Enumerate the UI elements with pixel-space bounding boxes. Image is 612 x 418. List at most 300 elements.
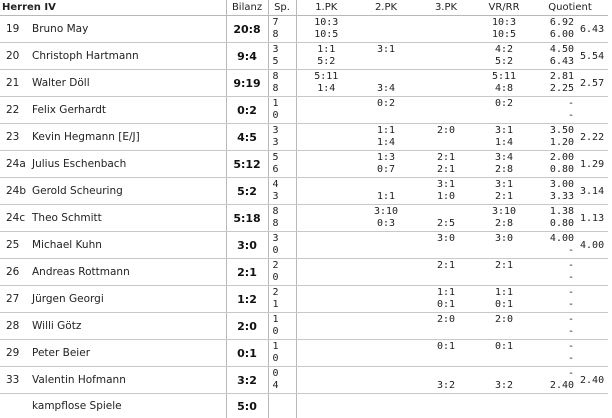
pk2-values [356,341,416,365]
cell-q [532,97,576,124]
vrrr-upper: 10:3 [476,17,532,29]
cell-pk1 [296,124,356,151]
vrrr-lower [476,406,532,418]
vrrr-values [476,394,532,418]
cell-q [532,43,576,70]
pk2-lower [356,272,416,284]
sp-lower: 3 [273,137,296,149]
pk2-values [356,125,416,149]
cell-pk1 [296,259,356,286]
pk3-lower: 1:0 [416,191,476,203]
table-row [0,394,608,418]
q-lower: - [532,110,574,122]
quotient-value [576,394,608,418]
cell-vrrr [476,367,532,394]
pk2-upper [356,341,416,353]
q-lower: - [532,353,574,365]
cell-pk2 [356,340,416,367]
table-row [0,151,608,178]
cell-q [532,124,576,151]
sp-values [269,206,296,230]
sp-values [269,287,296,311]
cell-sp [268,340,296,367]
cell-vrrr [476,394,532,418]
table-row [0,70,608,97]
vrrr-values [476,233,532,257]
player-number: 21 [0,70,28,97]
pk2-lower [356,56,416,68]
pk2-upper: 3:1 [356,44,416,56]
vrrr-lower [476,110,532,122]
pk3-values [416,260,476,284]
sp-lower: 1 [273,299,296,311]
q-upper: - [532,260,574,272]
pk1-upper [297,341,357,353]
vrrr-values [476,17,532,41]
cell-sp [268,286,296,313]
bilanz-value: 0:2 [226,97,268,124]
pk2-lower [356,299,416,311]
pk2-upper [356,314,416,326]
pk3-values [416,71,476,95]
bilanz-value: 5:18 [226,205,268,232]
pk2-upper [356,179,416,191]
pk2-upper: 3:10 [356,206,416,218]
vrrr-lower: 2:8 [476,218,532,230]
sp-lower: 8 [273,218,296,230]
pk1-lower [297,406,357,418]
vrrr-lower [476,326,532,338]
pk2-values [356,394,416,418]
cell-sp [268,151,296,178]
vrrr-values [476,341,532,365]
player-number: 27 [0,286,28,313]
cell-q [532,151,576,178]
vrrr-lower: 0:1 [476,299,532,311]
sp-lower: 0 [273,110,296,122]
pk2-upper: 1:3 [356,152,416,164]
pk2-upper [356,368,416,380]
q-lower: 0.80 [532,218,574,230]
cell-pk2 [356,286,416,313]
sp-upper: 1 [273,314,296,326]
q-upper: 6.92 [532,17,574,29]
pk1-lower [297,110,357,122]
vrrr-lower: 2:1 [476,191,532,203]
sp-lower: 0 [273,272,296,284]
cell-pk1 [296,178,356,205]
sp-upper: 3 [273,125,296,137]
pk1-lower [297,245,357,257]
q-lower: - [532,272,574,284]
q-lower: 6.00 [532,29,574,41]
sp-values [269,17,296,41]
q-values [532,98,576,122]
q-lower: 2.25 [532,83,574,95]
sp-values [269,341,296,365]
vrrr-values [476,179,532,203]
cell-pk3 [416,70,476,97]
cell-vrrr [476,178,532,205]
pk1-values [297,206,357,230]
sp-lower [273,406,296,418]
pk1-upper [297,233,357,245]
sp-values [269,233,296,257]
cell-q [532,205,576,232]
player-name: Valentin Hofmann [28,367,226,394]
pk1-upper [297,287,357,299]
quotient-value [576,259,608,286]
cell-pk1 [296,313,356,340]
q-lower: 3.33 [532,191,574,203]
sp-lower: 8 [273,83,296,95]
cell-sp [268,70,296,97]
pk3-lower [416,83,476,95]
cell-pk1 [296,232,356,259]
sp-upper: 3 [273,44,296,56]
cell-pk3 [416,205,476,232]
cell-vrrr [476,205,532,232]
player-name: Walter Döll [28,70,226,97]
vrrr-lower [476,353,532,365]
pk2-values [356,44,416,68]
sp-upper: 8 [273,206,296,218]
vrrr-upper: 3:1 [476,125,532,137]
q-lower: 0.80 [532,164,574,176]
cell-pk2 [356,97,416,124]
cell-vrrr [476,43,532,70]
bilanz-value: 2:1 [226,259,268,286]
vrrr-upper: 4:2 [476,44,532,56]
vrrr-values [476,314,532,338]
sp-values [269,125,296,149]
pk2-lower: 0:7 [356,164,416,176]
pk2-lower [356,353,416,365]
cell-pk1 [296,70,356,97]
table-row [0,232,608,259]
header-pk2: 2.PK [356,0,416,16]
vrrr-values [476,44,532,68]
pk3-lower: 2:5 [416,218,476,230]
cell-pk3 [416,367,476,394]
cell-pk1 [296,286,356,313]
cell-pk2 [356,394,416,418]
pk2-lower [356,326,416,338]
vrrr-lower: 2:8 [476,164,532,176]
player-number: 23 [0,124,28,151]
cell-pk3 [416,151,476,178]
vrrr-upper: 2:1 [476,260,532,272]
sp-upper: 7 [273,17,296,29]
q-values [532,341,576,365]
cell-pk1 [296,367,356,394]
cell-q [532,394,576,418]
sp-upper: 3 [273,233,296,245]
player-name: Bruno May [28,16,226,43]
cell-pk2 [356,16,416,43]
cell-sp [268,205,296,232]
pk2-values [356,233,416,257]
table-row [0,97,608,124]
pk2-values [356,260,416,284]
cell-q [532,367,576,394]
pk2-lower [356,380,416,392]
q-upper: - [532,287,574,299]
cell-q [532,178,576,205]
pk2-values [356,17,416,41]
cell-vrrr [476,313,532,340]
pk2-upper [356,71,416,83]
table-row [0,178,608,205]
player-name: Theo Schmitt [28,205,226,232]
table-row [0,313,608,340]
pk3-lower [416,245,476,257]
player-number: 19 [0,16,28,43]
q-values [532,179,576,203]
pk1-values [297,260,357,284]
q-lower: 1.20 [532,137,574,149]
q-upper: 4.50 [532,44,574,56]
pk1-values [297,98,357,122]
table-header-row [0,0,608,16]
pk1-values [297,368,357,392]
cell-pk2 [356,151,416,178]
pk1-lower [297,272,357,284]
pk1-values [297,287,357,311]
pk1-values [297,152,357,176]
pk3-upper: 2:1 [416,152,476,164]
pk1-lower [297,326,357,338]
pk3-values [416,179,476,203]
vrrr-upper: 3:10 [476,206,532,218]
q-values [532,394,576,418]
sp-lower: 5 [273,56,296,68]
bilanz-value: 3:0 [226,232,268,259]
sp-lower: 6 [273,164,296,176]
cell-pk1 [296,151,356,178]
cell-pk2 [356,70,416,97]
pk3-values [416,368,476,392]
sp-upper: 8 [273,71,296,83]
bilanz-value: 3:2 [226,367,268,394]
cell-pk3 [416,16,476,43]
q-upper: 3.00 [532,179,574,191]
vrrr-values [476,71,532,95]
player-number: 22 [0,97,28,124]
quotient-value: 4.00 [576,232,608,259]
quotient-value: 2.22 [576,124,608,151]
player-name: Christoph Hartmann [28,43,226,70]
sp-lower: 4 [273,380,296,392]
cell-vrrr [476,232,532,259]
pk3-upper [416,394,476,406]
cell-pk1 [296,340,356,367]
bilanz-value: 9:19 [226,70,268,97]
q-lower [532,406,574,418]
table-row [0,286,608,313]
pk3-upper [416,71,476,83]
cell-pk2 [356,43,416,70]
cell-vrrr [476,259,532,286]
pk3-lower [416,353,476,365]
quotient-value: 3.14 [576,178,608,205]
cell-pk3 [416,232,476,259]
table-row [0,16,608,43]
cell-q [532,340,576,367]
cell-pk3 [416,178,476,205]
player-number: 20 [0,43,28,70]
cell-pk1 [296,43,356,70]
q-upper: 1.38 [532,206,574,218]
pk3-lower: 3:2 [416,380,476,392]
pk1-values [297,314,357,338]
pk3-lower [416,29,476,41]
header-vrrr: VR/RR [476,0,532,16]
cell-sp [268,367,296,394]
vrrr-values [476,260,532,284]
pk3-upper: 3:1 [416,179,476,191]
vrrr-upper [476,394,532,406]
sp-lower: 3 [273,191,296,203]
pk3-values [416,152,476,176]
pk1-upper [297,125,357,137]
cell-sp [268,43,296,70]
q-lower: - [532,299,574,311]
pk1-lower: 10:5 [297,29,357,41]
sp-lower: 0 [273,326,296,338]
pk2-lower [356,245,416,257]
q-values [532,71,576,95]
pk3-values [416,314,476,338]
q-upper: - [532,98,574,110]
pk3-values [416,394,476,418]
sp-values [269,71,296,95]
cell-pk1 [296,97,356,124]
q-values [532,287,576,311]
pk3-upper: 2:0 [416,125,476,137]
q-upper: 4.00 [532,233,574,245]
q-upper [532,394,574,406]
sp-lower: 0 [273,245,296,257]
pk3-upper [416,44,476,56]
cell-pk3 [416,259,476,286]
cell-pk2 [356,178,416,205]
player-name: Kevin Hegmann [E/J] [28,124,226,151]
pk2-lower [356,29,416,41]
player-number: 28 [0,313,28,340]
player-number: 25 [0,232,28,259]
pk1-lower: 5:2 [297,56,357,68]
cell-pk1 [296,16,356,43]
pk1-upper: 1:1 [297,44,357,56]
player-number [0,394,28,418]
sp-values [269,152,296,176]
player-name: Jürgen Georgi [28,286,226,313]
pk3-values [416,206,476,230]
quotient-value: 1.29 [576,151,608,178]
cell-sp [268,394,296,418]
bilanz-value: 5:12 [226,151,268,178]
q-values [532,206,576,230]
pk2-values [356,98,416,122]
vrrr-upper: 0:1 [476,341,532,353]
sp-upper: 1 [273,98,296,110]
table-row [0,205,608,232]
vrrr-values [476,125,532,149]
pk3-lower: 0:1 [416,299,476,311]
pk1-values [297,71,357,95]
pk3-values [416,44,476,68]
pk3-values [416,287,476,311]
cell-pk2 [356,259,416,286]
vrrr-values [476,152,532,176]
pk3-upper [416,98,476,110]
sp-upper: 4 [273,179,296,191]
pk3-upper: 1:1 [416,287,476,299]
q-values [532,260,576,284]
cell-q [532,313,576,340]
vrrr-upper: 2:0 [476,314,532,326]
sp-values [269,394,296,418]
quotient-value [576,97,608,124]
cell-vrrr [476,286,532,313]
pk2-values [356,71,416,95]
quotient-value: 1.13 [576,205,608,232]
q-lower: - [532,245,574,257]
bilanz-value: 1:2 [226,286,268,313]
q-values [532,152,576,176]
table-row [0,124,608,151]
player-name: Felix Gerhardt [28,97,226,124]
table-row [0,43,608,70]
pk2-lower: 3:4 [356,83,416,95]
cell-pk3 [416,97,476,124]
vrrr-lower: 5:2 [476,56,532,68]
pk2-upper [356,233,416,245]
q-upper: - [532,341,574,353]
pk3-upper [416,17,476,29]
pk1-values [297,125,357,149]
pk3-values [416,98,476,122]
q-upper: 2.81 [532,71,574,83]
vrrr-upper: 0:2 [476,98,532,110]
pk2-values [356,314,416,338]
pk1-values [297,179,357,203]
quotient-value: 2.57 [576,70,608,97]
pk1-upper [297,394,357,406]
cell-sp [268,232,296,259]
cell-vrrr [476,16,532,43]
pk1-lower [297,380,357,392]
cell-vrrr [476,340,532,367]
pk1-values [297,394,357,418]
quotient-value [576,286,608,313]
pk2-values [356,179,416,203]
pk2-upper: 0:2 [356,98,416,110]
sp-values [269,368,296,392]
pk1-values [297,17,357,41]
table-title: Herren IV [0,0,226,16]
player-number: 24a [0,151,28,178]
cell-q [532,16,576,43]
q-values [532,44,576,68]
pk3-values [416,17,476,41]
pk3-lower [416,406,476,418]
player-name: Willi Götz [28,313,226,340]
cell-pk3 [416,340,476,367]
vrrr-upper: 3:0 [476,233,532,245]
pk1-upper [297,206,357,218]
